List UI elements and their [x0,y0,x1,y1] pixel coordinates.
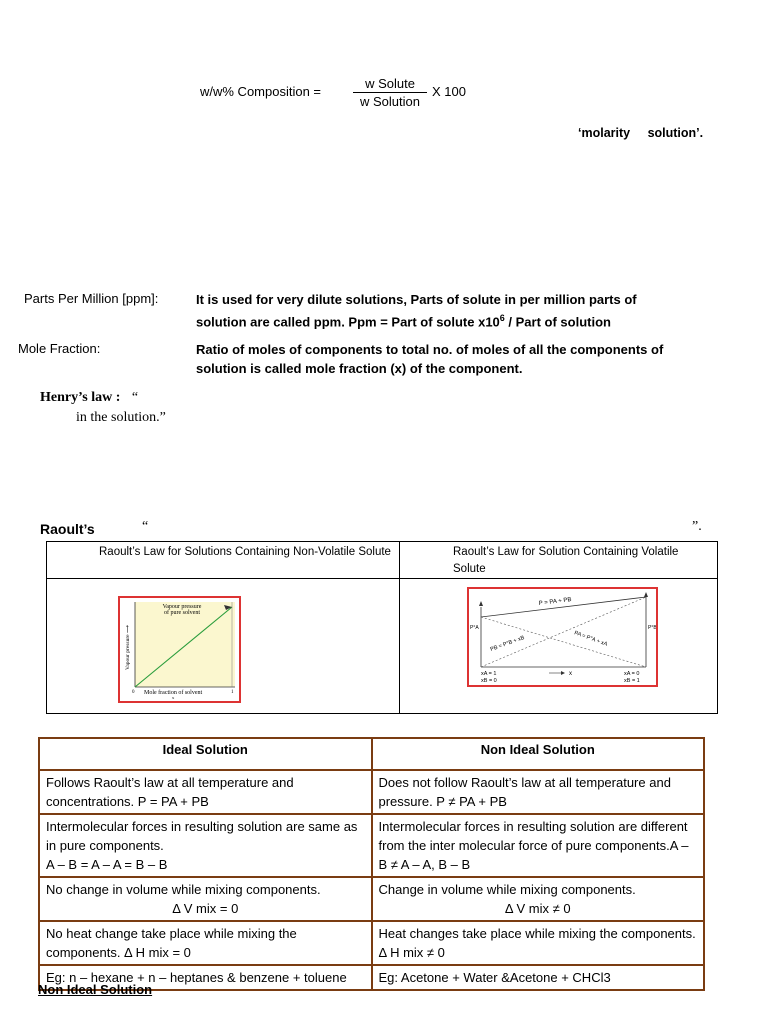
non-volatile-graph-svg [120,598,239,701]
wt-percent-formula [200,76,500,110]
volatile-graph-svg [469,589,656,685]
ideal-cell-equation: A – B = A – A = B – B [46,857,168,872]
ideal-cell-text: No change in volume while mixing components. [46,882,321,897]
graph-top-label-1: Vapour pressure [162,604,202,610]
header-ideal-solution: Ideal Solution [40,739,371,769]
right-arrow-icon [644,592,648,597]
ppm-term: Parts Per Million [ppm]: [24,291,159,306]
header-non-ideal-solution: Non Ideal Solution [373,739,704,769]
non-ideal-cell: Heat changes take place while mixing the components. Δ H mix ≠ 0 [373,922,704,964]
raoult-quote-open: “ [142,519,149,534]
total-pressure-label: P = PA + PB [538,597,572,607]
pb-line [481,597,646,667]
non-ideal-cell: Intermolecular forces in resulting solution are different from the inter molecular force of pure components.A – B ≠ A – A, B – B [373,815,704,876]
ppm-exponent: 6 [499,313,505,323]
graph-tick-0: 0 [132,690,135,695]
left-arrow-icon [479,601,483,606]
table-row [40,771,703,813]
volatile-graph [467,587,658,687]
ideal-cell: Eg: n – hexane + n – heptanes & benzene + toluene [40,966,371,989]
ideal-cell [40,815,371,876]
ppm-definition [196,290,753,331]
mole-fraction-line-2: solution is called mole fraction (x) of the component. [196,361,523,376]
mole-fraction-line-1: Ratio of moles of components to total no. of moles of all the components of [196,342,664,357]
ppm-line-2-tail: / Part of solution [504,314,611,330]
formula-numerator: w Solute [353,76,427,93]
bottom-right-label-1: xA = 0 [624,671,640,677]
henry-law-title: Henry’s law : [40,390,121,405]
pa-label: PA = P°A + xA [573,630,609,648]
graph-top-label-2: of pure solvent [164,610,200,616]
table-row [40,815,703,876]
bottom-left-label-1: xA = 1 [481,671,497,677]
left-axis-label: P°A [470,625,479,631]
ideal-vs-non-ideal-table [38,737,705,991]
ppm-line-2-text: solution are called ppm. Ppm = Part of solute x10 [196,314,500,330]
pb-label: PB = P°B + xB [489,634,526,653]
non-ideal-cell: Does not follow Raoult’s law at all temperature and pressure. P ≠ PA + PB [373,771,704,813]
raoult-heading: Raoult’s [40,521,95,537]
raoult-col-right-header: Raoult’s Law for Solution Containing Volatile Solute [400,542,718,579]
ideal-cell-equation: Δ V mix = 0 [172,901,239,916]
raoult-right-graph-cell [400,579,718,714]
ideal-cell-text: Intermolecular forces in resulting solution are same as in pure components. [46,819,358,853]
raoult-law-table [46,541,718,714]
henry-quote-open: “ [131,390,139,405]
graph-tick-1: 1 [231,690,234,695]
non-volatile-graph [118,596,241,703]
table-row [40,878,703,920]
raoult-quote-close: ”. [692,519,702,534]
non-ideal-cell: Eg: Acetone + Water &Acetone + CHCl3 [373,966,704,989]
graph-x-sub: x [172,695,175,700]
bottom-right-label-2: xB = 1 [624,678,640,684]
ideal-cell: Follows Raoult’s law at all temperature and concentrations. P = PA + PB [40,771,371,813]
ideal-cell: No heat change take place while mixing the components. Δ H mix = 0 [40,922,371,964]
formula-denominator: w Solution [360,94,420,109]
graph-y-label: Vapour pressure ⟶ [125,625,131,670]
non-ideal-solution-title: Non Ideal Solution [38,982,153,997]
ppm-line-2 [196,309,753,331]
raoult-col-left-header: Raoult’s Law for Solutions Containing Non-Volatile Solute [47,542,400,579]
table-row [40,922,703,964]
raoult-left-graph-cell [47,579,400,714]
x-arrow-icon [561,671,565,675]
x-axis-label: x [569,671,572,677]
non-ideal-cell [373,878,704,920]
graph-x-label: Mole fraction of solvent [144,690,203,696]
molarity-fragment: ‘molarity solution’. [578,126,704,140]
bottom-left-label-2: xB = 0 [481,678,497,684]
formula-fraction [353,76,427,109]
henry-law-line-2: in the solution.” [76,410,166,425]
formula-multiplier: X 100 [432,84,466,99]
mole-fraction-definition [196,340,753,378]
formula-lhs: w/w% Composition = [200,84,322,99]
right-axis-label: P°B [648,625,656,631]
non-ideal-cell-text: Change in volume while mixing components. [378,882,636,897]
mole-fraction-term: Mole Fraction: [18,341,101,356]
ppm-line-1: It is used for very dilute solutions, Parts of solute in per million parts of [196,292,637,307]
henry-law-label [40,390,138,406]
ideal-cell [40,878,371,920]
non-ideal-cell-equation: Δ V mix ≠ 0 [504,901,571,916]
